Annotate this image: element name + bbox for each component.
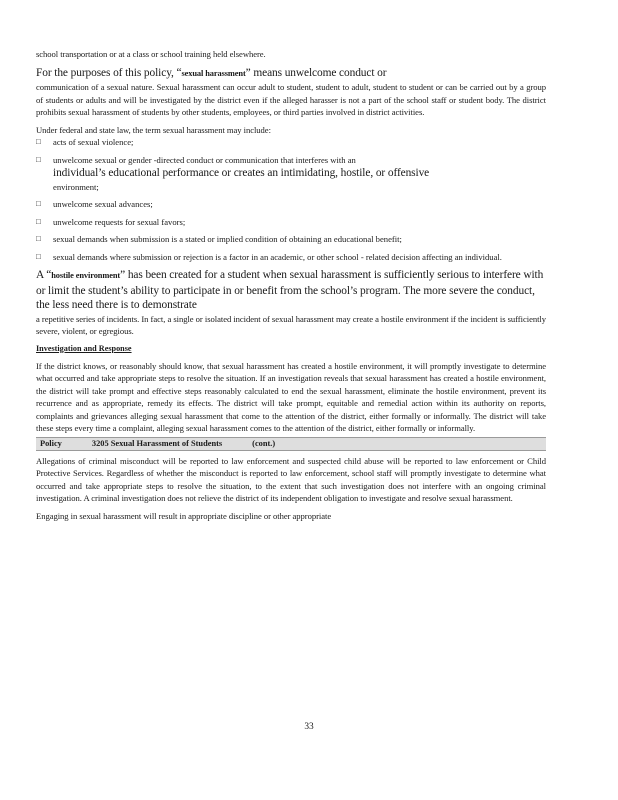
policy-continued: (cont.) (252, 438, 276, 448)
list-item-text: sexual demands where submission or rejection is a factor in an academic, or other school - related decision affecting an individual. (53, 251, 502, 262)
list-item-text: unwelcome sexual advances; (53, 199, 153, 209)
list-intro: Under federal and state law, the term sexual harassment may include: (36, 124, 271, 135)
hostile-body-large: ” has been created for a student when sexual harassment is sufficiently serious to interfere with or limit the student’s ability to participate in or benefit from the school’s program. The more severe the conduct, the less need there is to demonstrate (36, 269, 544, 311)
policy-label: Policy (40, 438, 62, 448)
checkbox-bullet-icon: □ (36, 154, 41, 164)
checkbox-bullet-icon: □ (36, 251, 41, 261)
list-item (36, 233, 546, 246)
hostile-environment-paragraph (36, 268, 546, 338)
definition-tail: ” means unwelcome conduct or (245, 66, 387, 79)
list-item (36, 136, 546, 149)
criminal-paragraph: Allegations of criminal misconduct will be reported to law enforcement and suspected child abuse will be reported to law enforcement or Child Protective Services. Regardless of whether the misconduct is reported to law enforcement, school staff will promptly investigate to determine what occurred and take appropriate steps to resolve the situation, to the extent that such investigation does not interfere with an ongoing criminal investigation. A criminal investigation does not relieve the district of its independent obligation to investigate and resolve sexual harassment. (36, 455, 546, 503)
definition-paragraph (36, 66, 546, 119)
list-item-text: sexual demands when submission is a stated or implied condition of obtaining an educational benefit; (53, 234, 402, 244)
list-item-text: unwelcome sexual or gender -directed conduct or communication that interferes with an (53, 154, 356, 165)
definition-body: communication of a sexual nature. Sexual harassment can occur adult to student, student to adult, student to student or can be carried out by a group of students or adults and will be investigated by the district even if the alleged harasser is not a part of the school staff or student body. The district prohibits sexual harassment of students by other students, employees, or third parties involved in district activities. (36, 82, 546, 117)
hostile-lead: A “ (36, 269, 52, 281)
definition-lead: For the purposes of this policy, “ (36, 66, 182, 79)
list-item (36, 154, 546, 194)
list-item (36, 216, 546, 229)
list-item-text: acts of sexual violence; (53, 137, 134, 147)
policy-header-bar (36, 437, 546, 451)
checkbox-bullet-icon: □ (36, 234, 41, 243)
list-item-text: unwelcome requests for sexual favors; (53, 216, 186, 227)
section-heading: Investigation and Response (36, 343, 132, 353)
intro-fragment: school transportation or at a class or school training held elsewhere. (36, 49, 266, 59)
investigation-paragraph: If the district knows, or reasonably should know, that sexual harassment has created a hostile environment, it will promptly investigate to determine what occurred and take appropriate steps to resolve the situation. If an investigation reveals that sexual harassment has created a hostile environment, the district will take prompt and effective steps reasonably calculated to end the sexual harassment, eliminate the hostile environment, prevent its recurrence and as appropriate, remedy its effects. The district will take prompt, equitable and remedial action within its authority on reports, complaints and grievances alleging sexual harassment that come to the attention of the district, either formally or informally. The district will take these steps every time a complaint, alleging sexual harassment comes to the attention of the district, either formally or informally. (36, 360, 546, 433)
checkbox-bullet-icon: □ (36, 199, 41, 208)
list-item-text-large: individual’s educational performance or creates an intimidating, hostile, or offensive (53, 167, 430, 179)
hostile-term: hostile environment (51, 271, 121, 280)
document-page (36, 48, 546, 522)
definition-term: sexual harassment (181, 68, 246, 78)
checkbox-bullet-icon: □ (36, 137, 41, 146)
list-item (36, 251, 546, 264)
list-item (36, 198, 546, 211)
checkbox-bullet-icon: □ (36, 216, 41, 226)
policy-title: 3205 Sexual Harassment of Students (91, 438, 223, 448)
hostile-body: a repetitive series of incidents. In fact, a single or isolated incident of sexual harassment may create a hostile environment if the incident is sufficiently severe, violent, or egregious. (36, 313, 546, 336)
discipline-paragraph: Engaging in sexual harassment will result in appropriate discipline or other appropriate (36, 510, 332, 521)
page-number: 33 (304, 722, 314, 732)
list-item-text-end: environment; (53, 181, 99, 192)
